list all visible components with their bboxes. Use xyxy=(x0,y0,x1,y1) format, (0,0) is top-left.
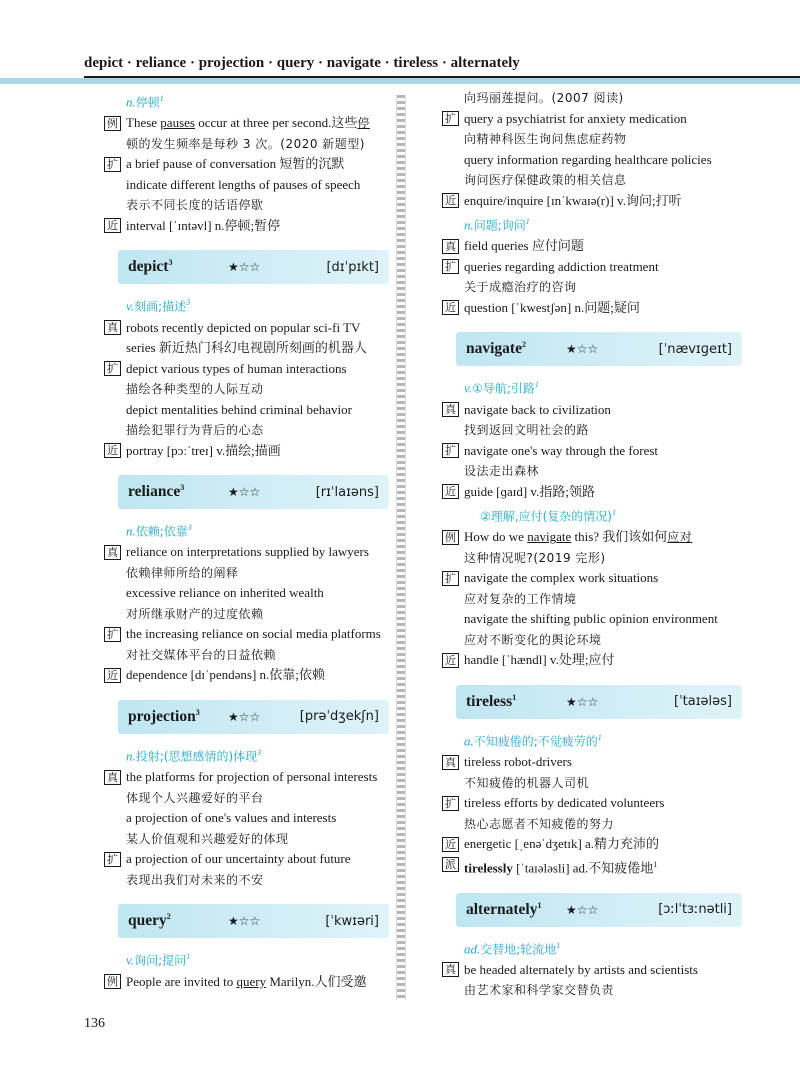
word-header-query xyxy=(118,904,389,938)
entry-continuation: 对所继承财产的过度依赖 xyxy=(126,606,264,621)
entry-continuation: 热心志愿者不知疲倦的努力 xyxy=(464,816,615,831)
entry-line: 扩 navigate one's way through the forest xyxy=(442,441,742,462)
star-rating: ★☆☆ xyxy=(566,902,599,917)
page-number: 136 xyxy=(84,1016,105,1031)
header-title: depict · reliance · projection · query · navigate · tireless · alternately xyxy=(84,54,520,71)
phonetic: [dɪˈpɪkt] xyxy=(326,259,379,275)
headword: depict$^3$ xyxy=(128,258,173,276)
entry-continuation: 设法走出森林 xyxy=(464,464,540,479)
real-tag: 真 xyxy=(442,239,459,254)
entry-line: 扩 depict various types of human interactions xyxy=(104,359,389,380)
pos-line: a.不知疲倦的;不觉疲劳的$^1$ xyxy=(464,732,602,749)
synonym-tag: 近 xyxy=(442,484,459,499)
entry-line: 真 reliance on interpretations supplied by lawyers xyxy=(104,542,389,563)
right-column xyxy=(442,88,742,1001)
extend-tag: 扩 xyxy=(442,111,459,126)
star-rating: ★☆☆ xyxy=(228,709,261,724)
phonetic: [ɔːlˈtɜːnətli] xyxy=(658,902,732,918)
extend-tag: 扩 xyxy=(442,796,459,811)
real-tag: 真 xyxy=(442,755,459,770)
entry-line: 近 handle [ˈhændl] v.处理;应付 xyxy=(442,650,742,671)
entry-continuation: 不知疲倦的机器人司机 xyxy=(464,775,590,790)
real-tag: 真 xyxy=(104,545,121,560)
entry-continuation: 描绘犯罪行为背后的心态 xyxy=(126,423,264,438)
entry-continuation: a projection of one's values and interests xyxy=(126,810,337,826)
synonym-tag: 近 xyxy=(104,218,121,233)
headword: query$^2$ xyxy=(128,912,171,930)
entry-line: 扩 the increasing reliance on social media platforms xyxy=(104,624,389,645)
pos-line: v.询问;提问$^1$ xyxy=(126,952,191,968)
entry-line: 例 These pauses occur at three per second.这些停 xyxy=(104,113,389,134)
entry-line: 近 dependence [dɪˈpendəns] n.依靠;依赖 xyxy=(104,665,389,686)
entry-line: 派 tirelessly [ˈtaɪələsli] ad.不知疲倦地$^1$ xyxy=(442,855,742,879)
entry-continuation: 询问医疗保健政策的相关信息 xyxy=(464,173,627,187)
entry-line: 真 be headed alternately by artists and scientists xyxy=(442,960,742,981)
entry-continuation: 由艺术家和科学家交替负责 xyxy=(464,983,615,998)
entry-line: 扩 tireless efforts by dedicated volunteers xyxy=(442,793,742,814)
synonym-tag: 近 xyxy=(104,668,121,683)
word-header-alternately xyxy=(456,893,742,927)
entry-continuation: 应对复杂的工作情境 xyxy=(464,591,577,606)
entry-line: 扩 navigate the complex work situations xyxy=(442,568,742,589)
entry-line: 扩 a projection of our uncertainty about future xyxy=(104,849,389,870)
entry-continuation: navigate the shifting public opinion environment xyxy=(464,611,718,627)
entry-continuation: 表现出我们对未来的不安 xyxy=(126,872,264,887)
running-header xyxy=(84,50,800,78)
phonetic: [ˈnævɪɡeɪt] xyxy=(658,341,732,357)
word-header-reliance xyxy=(118,475,389,509)
entry-line: 真 the platforms for projection of personal interests xyxy=(104,767,389,788)
left-column xyxy=(104,88,389,992)
entry-continuation: 向精神科医生询问焦虑症药物 xyxy=(464,132,627,146)
entry-continuation: 表示不同长度的话语停歇 xyxy=(126,198,264,213)
entry-line: 近 energetic [ˌenəˈdʒetɪk] a.精力充沛的 xyxy=(442,834,742,855)
entry-continuation: 描绘各种类型的人际互动 xyxy=(126,382,264,397)
entry-line: 真 robots recently depicted on popular sci-fi TV xyxy=(104,318,389,339)
extend-tag: 扩 xyxy=(104,852,121,867)
entry-continuation: indicate different lengths of pauses of speech xyxy=(126,176,361,192)
word-header-tireless xyxy=(456,685,742,719)
star-rating: ★☆☆ xyxy=(228,485,261,500)
pos-line: n.问题;询问$^1$ xyxy=(464,217,530,233)
derive-tag: 派 xyxy=(442,857,459,872)
entry-line: 扩 query a psychiatrist for anxiety medication xyxy=(442,109,742,130)
example-tag: 例 xyxy=(442,530,459,545)
extend-tag: 扩 xyxy=(104,157,121,172)
extend-tag: 扩 xyxy=(104,627,121,642)
entry-continuation: 顿的发生频率是每秒 3 次。(2020 新题型) xyxy=(126,136,365,151)
entry-line: 扩 queries regarding addiction treatment xyxy=(442,257,742,278)
phonetic: [rɪˈlaɪəns] xyxy=(315,484,379,500)
header-band xyxy=(0,78,800,84)
entry-continuation: 对社交媒体平台的日益依赖 xyxy=(126,647,277,662)
entry-continuation: 某人价值观和兴趣爱好的体现 xyxy=(126,831,289,846)
phonetic: [prəˈdʒekʃn] xyxy=(299,709,379,725)
column-divider xyxy=(396,95,406,1000)
entry-continuation: series 新近热门科幻电视剧所刻画的机器人 xyxy=(126,340,367,356)
entry-continuation: 向玛丽莲提问。(2007 阅读) xyxy=(464,91,624,105)
entry-line: 近 interval [ˈɪntəvl] n.停顿;暂停 xyxy=(104,216,389,237)
real-tag: 真 xyxy=(442,962,459,977)
pos-line: n.依赖;依靠$^3$ xyxy=(126,523,192,539)
entry-line: 真 field queries 应付问题 xyxy=(442,236,742,257)
pos-line: v.刻画;描述$^3$ xyxy=(126,298,191,314)
headword: projection$^3$ xyxy=(128,707,200,726)
entry-line: 真 tireless robot-drivers xyxy=(442,752,742,773)
synonym-tag: 近 xyxy=(442,653,459,668)
star-rating: ★☆☆ xyxy=(228,914,261,929)
pos-line: v.①导航;引路$^1$ xyxy=(464,380,539,396)
pos-line: n.停顿$^1$ xyxy=(126,94,164,110)
extend-tag: 扩 xyxy=(442,443,459,458)
entry-line: 近 question [ˈkwestʃən] n.问题;疑问 xyxy=(442,298,742,319)
example-tag: 例 xyxy=(104,974,121,989)
entry-line: 近 portray [pɔːˈtreɪ] v.描绘;描画 xyxy=(104,441,389,462)
entry-line: 近 enquire/inquire [ɪnˈkwaɪə(r)] v.询问;打听 xyxy=(442,191,742,212)
star-rating: ★☆☆ xyxy=(566,342,599,357)
extend-tag: 扩 xyxy=(442,259,459,274)
phonetic: [ˈtaɪələs] xyxy=(674,694,732,710)
example-tag: 例 xyxy=(104,116,121,131)
word-header-projection xyxy=(118,700,389,734)
entry-line: 扩 a brief pause of conversation 短暂的沉默 xyxy=(104,154,389,175)
entry-line: 真 navigate back to civilization xyxy=(442,400,742,421)
entry-line: 近 guide [ɡaɪd] v.指路;领路 xyxy=(442,482,742,503)
entry-continuation: 依赖律师所给的阐释 xyxy=(126,565,239,580)
headword: navigate$^2$ xyxy=(466,340,526,358)
entry-continuation: query information regarding healthcare policies xyxy=(464,151,712,167)
entry-continuation: 找到返回文明社会的路 xyxy=(464,423,590,438)
real-tag: 真 xyxy=(104,320,121,335)
synonym-tag: 近 xyxy=(104,443,121,458)
phonetic: [ˈkwɪəri] xyxy=(325,913,379,929)
pos-line: n.投射;(思想感情的)体现$^3$ xyxy=(126,747,262,764)
real-tag: 真 xyxy=(442,402,459,417)
word-header-depict xyxy=(118,250,389,284)
entry-continuation: 体现个人兴趣爱好的平台 xyxy=(126,790,264,805)
word-header-navigate xyxy=(456,332,742,366)
entry-continuation: 关于成瘾治疗的咨询 xyxy=(464,280,577,295)
synonym-tag: 近 xyxy=(442,837,459,852)
star-rating: ★☆☆ xyxy=(566,694,599,709)
entry-continuation: depict mentalities behind criminal behavior xyxy=(126,401,352,417)
entry-continuation: excessive reliance on inherited wealth xyxy=(126,585,324,601)
star-rating: ★☆☆ xyxy=(228,260,261,275)
synonym-tag: 近 xyxy=(442,300,459,315)
entry-line: 例 People are invited to query Marilyn.人们受邀 xyxy=(104,972,389,993)
headword: tireless$^1$ xyxy=(466,692,517,711)
synonym-tag: 近 xyxy=(442,193,459,208)
entry-continuation: 这种情况呢?(2019 完形) xyxy=(464,550,606,565)
extend-tag: 扩 xyxy=(104,361,121,376)
pos-line: ②理解,应付(复杂的情况)$^1$ xyxy=(480,508,616,524)
extend-tag: 扩 xyxy=(442,571,459,586)
pos-line: ad.交替地;轮流地$^1$ xyxy=(464,940,561,956)
headword: alternately$^1$ xyxy=(466,900,542,918)
entry-continuation: 应对不断变化的舆论环境 xyxy=(464,632,602,647)
headword: reliance$^3$ xyxy=(128,483,185,501)
entry-line: 例 How do we navigate this? 我们该如何应对 xyxy=(442,527,742,548)
real-tag: 真 xyxy=(104,770,121,785)
